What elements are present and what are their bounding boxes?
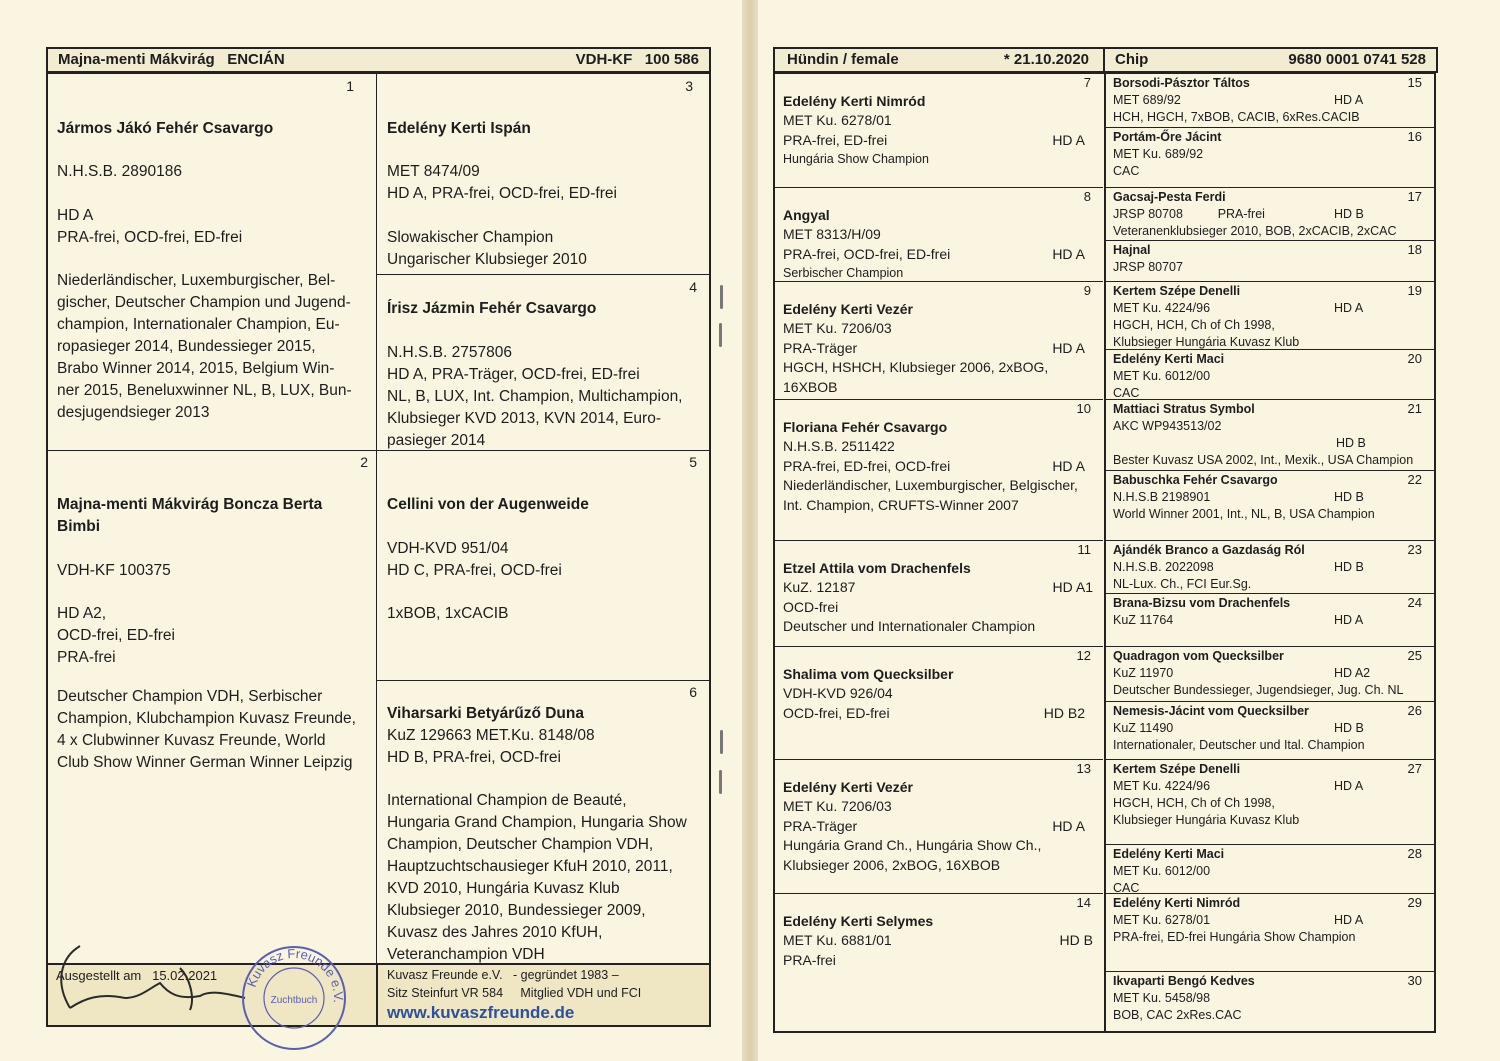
signature [50,938,250,1028]
ancestor-health-2: PRA-frei, OCD-frei, ED-frei [57,229,243,246]
ancestor-number: 10 [1076,401,1091,416]
ancestor-titles: BOB, CAC 2xRes.CAC [1113,1008,1242,1022]
ancestor-number: 12 [1076,648,1091,663]
ancestor-registration: N.H.S.B. 2022098 [1113,560,1214,574]
ancestor-24 [1106,594,1434,647]
ancestor-16 [1106,128,1434,188]
ancestor-name: Borsodi-Pásztor Táltos [1113,76,1250,90]
ancestor-3 [378,74,709,273]
ancestor-name: Shalima vom Quecksilber [783,666,954,682]
ancestor-5 [378,452,709,679]
hd-rating: HD A [1334,613,1364,627]
ancestor-registration: AKC WP943513/02 [1113,419,1222,433]
ancestor-name: Edelény Kerti Nimród [783,93,926,109]
ancestor-name: Ikvaparti Bengó Kedves [1113,974,1255,988]
hd-rating: HD B [1059,932,1093,948]
ancestor-15 [1106,74,1434,128]
ancestor-10 [775,400,1103,541]
issued-date: Ausgestellt am 15.02.2021 [56,968,218,983]
ancestor-number: 23 [1407,542,1422,557]
ancestor-number: 6 [689,684,697,700]
club-info-1: Kuvasz Freunde e.V. - gegründet 1983 – [387,968,619,982]
hd-rating: HD A2 [1334,666,1371,680]
ancestor-name: Cellini von der Augenweide [387,496,589,513]
divider-5-6 [377,680,710,681]
ancestor-titles: CAC [1113,881,1140,895]
ancestor-name: Babuschka Fehér Csavargo [1113,473,1278,487]
ancestor-name: Edelény Kerti Vezér [783,301,913,317]
ancestor-number: 2 [360,454,368,470]
ancestor-titles: HGCH, HSHCH, Klubsieger 2006, 2xBOG, 16XBOB [783,359,1049,395]
ancestor-19 [1106,282,1434,350]
ancestor-25 [1106,647,1434,702]
ancestor-name: Mattiaci Stratus Symbol [1113,402,1255,416]
ancestor-titles: World Winner 2001, Int., NL, B, USA Champion [1113,507,1375,521]
ancestor-number: 24 [1407,595,1422,610]
ancestor-registration: N.H.S.B. 2890186 [57,163,182,180]
hd-rating: HD A [1052,132,1085,148]
ancestor-health: OCD-frei, ED-frei [783,705,890,721]
ancestor-11 [775,541,1103,647]
ancestor-titles: Niederländischer, Luxemburgischer, Bel- gischer, Deutscher Champion und Jugend- champion, Internationaler Champion, Eu- ropasieger 2014, Bundessieger 2015, Brabo Winner 2014, 2015, Belgium Win- ner 2015, Beneluxwinner NL, B, LUX, Bun- desjugendsieger 2013 [57,272,352,421]
ancestor-number: 5 [689,454,697,470]
ancestor-4 [378,276,709,449]
ancestor-17 [1106,188,1434,241]
ancestor-registration: MET Ku. 6012/00 [1113,864,1211,878]
ancestor-titles: Deutscher Champion VDH, Serbischer Champion, Klubchampion Kuvasz Freunde, 4 x Clubwinner Kuvasz Freunde, World Club Show Winner German Winner Leipzig [57,688,356,771]
ancestor-registration: MET 689/92 [1113,93,1181,107]
ancestor-titles: Hungária Grand Ch., Hungária Show Ch., Klubsieger 2006, 2xBOG, 16XBOB [783,837,1042,873]
ancestor-6 [378,682,709,964]
ancestor-name: Kertem Szépe Denelli [1113,762,1241,776]
ancestor-registration: KuZ 11764 [1113,613,1174,627]
ancestor-name: Nemesis-Jácint vom Quecksilber [1113,704,1309,718]
ancestor-number: 25 [1407,648,1422,663]
ancestor-registration: MET Ku. 5458/98 [1113,991,1211,1005]
ancestor-titles: Veteranenklubsieger 2010, BOB, 2xCACIB, 2xCAC [1113,224,1397,238]
ancestor-registration: MET Ku. 7206/03 [783,798,892,814]
ancestor-health: PRA-frei, ED-frei [783,132,888,148]
ancestor-titles: CAC [1113,386,1140,400]
ancestor-titles: Bester Kuvasz USA 2002, Int., Mexik., USA Champion [1113,453,1414,467]
ancestor-titles: NL-Lux. Ch., FCI Eur.Sg. [1113,577,1252,591]
ancestor-name: Viharsarki Betyárűző Duna [387,705,584,722]
ancestor-number: 29 [1407,895,1422,910]
ancestor-registration: MET 8474/09 [387,163,480,180]
ancestor-health: HD B, PRA-frei, OCD-frei [387,749,561,766]
ancestor-details: HD A, PRA-Träger, OCD-frei, ED-frei NL, B, LUX, Int. Champion, Multichampion, Klubsieger KVD 2013, KVN 2014, Euro- pasieger 2014 [387,366,683,449]
ancestor-23 [1106,541,1434,594]
right-header-right [1103,47,1438,73]
ancestor-12 [775,647,1103,760]
hd-rating: HD B [1334,721,1364,735]
ancestor-health: HD C, PRA-frei, OCD-frei [387,562,562,579]
ancestor-number: 16 [1407,129,1422,144]
ancestor-name: Etzel Attila vom Drachenfels [783,560,971,576]
ancestor-name: Gacsaj-Pesta Ferdi [1113,190,1226,204]
ancestor-titles: 1xBOB, 1xCACIB [387,605,509,622]
ancestor-28 [1106,845,1434,894]
ancestor-registration: MET 8313/H/09 [783,226,881,242]
ancestor-9 [775,282,1103,400]
ancestor-number: 15 [1407,75,1422,90]
chip-label: Chip [1115,51,1149,68]
ancestor-name: Edelény Kerti Selymes [783,913,934,929]
ancestor-22 [1106,471,1434,541]
ancestor-number: 13 [1076,761,1091,776]
club-stamp [242,946,346,1050]
ancestor-number: 30 [1407,973,1422,988]
ancestor-titles: HGCH, HCH, Ch of Ch 1998, Klubsieger Hungária Kuvasz Klub [1113,318,1300,349]
ancestor-number: 28 [1407,846,1422,861]
ancestor-registration: N.H.S.B. 2757806 [387,344,512,361]
ancestor-registration: MET Ku. 4224/96 [1113,779,1211,793]
ancestor-number: 19 [1407,283,1422,298]
ancestor-registration: VDH-KVD 926/04 [783,685,893,701]
ancestor-27 [1106,760,1434,845]
stamp-ring [244,948,344,1048]
ancestor-name: Hajnal [1113,243,1151,257]
ancestor-registration: MET Ku. 6278/01 [1113,913,1211,927]
ancestor-registration: MET Ku. 7206/03 [783,320,892,336]
ancestor-health: PRA-Träger [783,818,858,834]
ancestor-30 [1106,972,1434,1031]
ancestor-health: PRA-frei, OCD-frei, ED-frei [783,246,951,262]
ancestor-number: 26 [1407,703,1422,718]
ancestor-health: PRA-frei [783,952,836,968]
sex-label: Hündin / female [787,51,899,68]
ancestor-registration: JRSP 80708 PRA-frei [1113,207,1265,221]
hd-rating: HD B [1334,207,1364,221]
ancestor-name: Quadragon vom Quecksilber [1113,649,1284,663]
ancestor-name: Edelény Kerti Nimród [1113,896,1241,910]
ancestor-number: 7 [1083,75,1091,90]
dog-name: Majna-menti Mákvirág ENCIÁN [58,51,285,68]
ancestor-registration: MET Ku. 6881/01 [783,932,892,948]
ancestor-name: Edelény Kerti Ispán [387,120,531,137]
ancestor-name: Angyal [783,207,830,223]
ancestor-name: Jármos Jákó Fehér Csavargo [57,120,274,137]
club-website-link[interactable]: www.kuvaszfreunde.de [387,1003,575,1022]
ancestor-29 [1106,894,1434,972]
ancestor-number: 18 [1407,242,1422,257]
ancestor-number: 21 [1407,401,1422,416]
hd-rating: HD B [1336,436,1366,450]
left-header [46,47,711,73]
ancestor-registration: KuZ 129663 MET.Ku. 8148/08 [387,727,595,744]
divider-3-4 [377,274,710,275]
ancestor-number: 3 [685,78,693,94]
ancestor-registration: KuZ 11490 [1113,721,1174,735]
ancestor-name: Brana-Bizsu vom Drachenfels [1113,596,1291,610]
ancestor-name: Kertem Szépe Denelli [1113,284,1241,298]
dog-registration: VDH-KF 100 586 [575,51,699,68]
ancestor-2 [48,452,374,964]
ancestor-number: 14 [1076,895,1091,910]
hd-rating: HD A [1052,340,1085,356]
ancestor-number: 8 [1083,189,1091,204]
ancestor-titles: Internationaler, Deutscher und Ital. Champion [1113,738,1365,752]
ancestor-titles: Hungária Show Champion [783,152,929,166]
ancestor-7 [775,74,1103,188]
ancestor-name: Edelény Kerti Maci [1113,847,1225,861]
ancestor-registration: N.H.S.B 2198901 [1113,490,1211,504]
hd-rating: HD A [1334,301,1364,315]
ancestor-titles: Serbischer Champion [783,266,904,280]
left-col-divider [376,72,377,965]
ancestor-registration: N.H.S.B. 2511422 [783,438,895,454]
ancestor-titles: Deutscher und Internationaler Champion [783,618,1036,634]
hd-rating: HD A [1052,818,1085,834]
ancestor-number: 20 [1407,351,1422,366]
ancestor-name: Ajándék Branco a Gazdaság Ról [1113,543,1305,557]
ancestor-titles: HCH, HGCH, 7xBOB, CACIB, 6xRes.CACIB [1113,110,1360,124]
staple-mark [720,730,723,754]
ancestor-health: PRA-frei, ED-frei, OCD-frei [783,458,951,474]
ancestor-1 [48,74,374,448]
stamp-text: Kuvasz Freunde e. [244,948,344,993]
ancestor-titles: CAC [1113,164,1140,178]
ancestor-number: 4 [689,279,697,295]
ancestor-name: Edelény Kerti Maci [1113,352,1225,366]
hd-rating: HD B2 [1043,705,1085,721]
ancestor-health: PRA-Träger [783,340,858,356]
ancestor-titles: Deutscher Bundessieger, Jugendsieger, Jug. Ch. NL [1113,683,1404,697]
right-header-left [773,47,1105,73]
ancestor-titles: Niederländischer, Luxemburgischer, Belgischer, Int. Champion, CRUFTS-Winner 2007 [783,477,1078,513]
ancestor-registration: KuZ. 12187 [783,579,856,595]
ancestor-21 [1106,400,1434,471]
hd-rating: HD B [1334,490,1364,504]
staple-mark [720,285,723,309]
ancestor-number: 17 [1407,189,1422,204]
hd-rating: HD A [1334,93,1364,107]
hd-rating: HD A [1052,246,1085,262]
ancestor-name: Floriana Fehér Csavargo [783,419,948,435]
ancestor-titles: HGCH, HCH, Ch of Ch 1998, Klubsieger Hungária Kuvasz Klub [1113,796,1300,827]
ancestor-20 [1106,350,1434,400]
ancestor-number: 9 [1083,283,1091,298]
hd-rating: HD A [1334,913,1364,927]
page-gutter [742,0,758,1061]
hd-rating: HD A1 [1052,579,1093,595]
ancestor-13 [775,760,1103,894]
ancestor-registration: MET Ku. 689/92 [1113,147,1204,161]
left-row-divider [46,450,377,451]
ancestor-titles: PRA-frei, ED-frei Hungária Show Champion [1113,930,1356,944]
ancestor-titles: International Champion de Beauté, Hungaria Grand Champion, Hungaria Show Champion, Deutscher Champion VDH, Hauptzuchtschausieger KfuH 2010, 2011, KVD 2010, Hungária Kuvasz Klub Klubsieger 2010, Bundessieger 2009, Kuvasz des Jahres 2010 KfUH, Veteranchampion VDH [387,792,687,963]
ancestor-number: 22 [1407,472,1422,487]
ancestor-health: HD A2, OCD-frei, ED-frei PRA-frei [57,605,175,666]
footer-divider [376,963,378,1027]
ancestor-health: OCD-frei [783,599,839,615]
ancestor-registration: VDH-KF 100375 [57,562,171,579]
hd-rating: HD B [1334,560,1364,574]
ancestor-number: 11 [1077,542,1091,557]
staple-mark [719,323,722,347]
ancestor-8 [775,188,1103,282]
club-info-2: Sitz Steinfurt VR 584 Mitglied VDH und FCI [387,986,642,1000]
ancestor-name: Portám-Őre Jácint [1113,130,1222,144]
ancestor-name: Edelény Kerti Vezér [783,779,913,795]
ancestor-health: HD A [57,207,94,224]
ancestor-14 [775,894,1103,1031]
hd-rating: HD A [1052,458,1085,474]
ancestor-name: Majna-menti Mákvirág Boncza Berta Bimbi [57,496,323,535]
ancestor-registration: MET Ku. 4224/96 [1113,301,1211,315]
ancestor-titles: Slowakischer Champion Ungarischer Klubsieger 2010 [387,229,587,268]
ancestor-registration: VDH-KVD 951/04 [387,540,509,557]
ancestor-number: 1 [346,78,354,94]
ancestor-registration: JRSP 80707 [1113,260,1183,274]
ancestor-18 [1106,241,1434,282]
stamp-inner-text: Zuchtbuch [270,995,318,1006]
ancestor-health: HD A, PRA-frei, OCD-frei, ED-frei [387,185,617,202]
ancestor-26 [1106,702,1434,760]
hd-rating: HD A [1334,779,1364,793]
ancestor-number: 27 [1407,761,1422,776]
chip-number: 9680 0001 0741 528 [1288,51,1426,68]
ancestor-registration: MET Ku. 6012/00 [1113,369,1211,383]
birth-date: * 21.10.2020 [1003,51,1089,68]
ancestor-registration: KuZ 11970 [1113,666,1174,680]
staple-mark [719,770,722,794]
ancestor-registration: MET Ku. 6278/01 [783,112,892,128]
ancestor-name: Írisz Jázmin Fehér Csavargo [387,300,597,317]
